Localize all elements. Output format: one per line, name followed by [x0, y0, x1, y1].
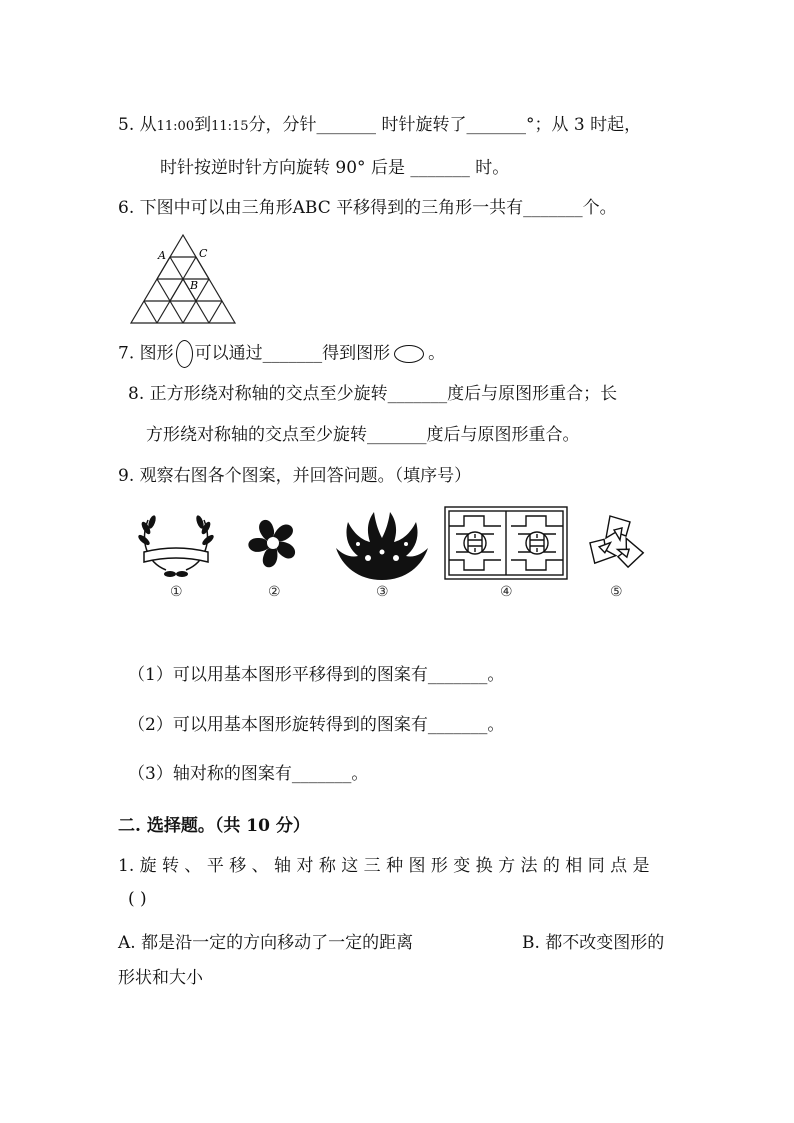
question-5-line2: 时针按逆时针方向旋转 90° 后是 _______ 时。	[160, 158, 510, 178]
pattern-number-1: ①	[170, 584, 183, 600]
answer-parentheses: ( )	[128, 889, 147, 909]
question-6: 6. 下图中可以由三角形ABC 平移得到的三角形一共有_______个。	[118, 198, 617, 218]
q5-text-a: 5. 从	[118, 115, 157, 135]
pattern-figures	[132, 504, 662, 604]
q7-suffix: 。	[428, 343, 446, 364]
folded-arrows-pattern-icon	[582, 512, 650, 576]
question-8-line1: 8. 正方形绕对称轴的交点至少旋转_______度后与原图形重合；长	[128, 384, 618, 404]
q5-time1: 11:00	[156, 119, 195, 134]
label-c: C	[199, 247, 208, 260]
vertical-oval-icon	[176, 340, 193, 368]
section-2-title: 二. 选择题。（共 10 分）	[118, 816, 310, 836]
question-7	[118, 340, 445, 368]
rotating-petals-icon	[240, 510, 306, 576]
q5-time2: 11:15	[211, 119, 249, 134]
option-b: B. 都不改变图形的	[522, 933, 665, 953]
pattern-number-4: ④	[500, 584, 513, 600]
question-8-line2: 方形绕对称轴的交点至少旋转_______度后与原图形重合。	[146, 425, 580, 445]
option-a: A. 都是沿一定的方向移动了一定的距离	[118, 933, 414, 953]
question-9: 9. 观察右图各个图案，并回答问题。（填序号）	[118, 466, 472, 486]
section-2-question-1: 1. 旋 转 、 平 移 、 轴 对 称 这 三 种 图 形 变 换 方 法 的 相 同 点 是	[118, 856, 650, 876]
question-9-sub1: （1）可以用基本图形平移得到的图案有_______。	[128, 665, 505, 685]
q7-middle: 可以通过_______得到图形	[194, 343, 391, 364]
wreath-pattern-icon	[136, 510, 216, 580]
flower-silhouette-icon	[328, 508, 436, 582]
question-9-sub3: （3）轴对称的图案有_______。	[128, 764, 369, 784]
option-b-continued: 形状和大小	[118, 968, 203, 988]
label-b: B	[190, 279, 199, 292]
q7-prefix: 7. 图形	[118, 343, 174, 364]
triangle-grid-figure	[128, 232, 238, 326]
pattern-number-3: ③	[376, 584, 389, 600]
pattern-number-5: ⑤	[610, 584, 623, 600]
pattern-number-2: ②	[268, 584, 281, 600]
question-5-line1	[118, 114, 641, 138]
lattice-window-pattern-icon	[444, 506, 568, 580]
q5-text-mid: 到	[194, 115, 212, 135]
question-9-sub2: （2）可以用基本图形旋转得到的图案有_______。	[128, 715, 505, 735]
label-a: A	[158, 249, 166, 262]
horizontal-oval-icon	[394, 345, 424, 363]
q5-text-b: 分，分针_______ 时针旋转了_______°；从 3 时起，	[248, 115, 642, 135]
